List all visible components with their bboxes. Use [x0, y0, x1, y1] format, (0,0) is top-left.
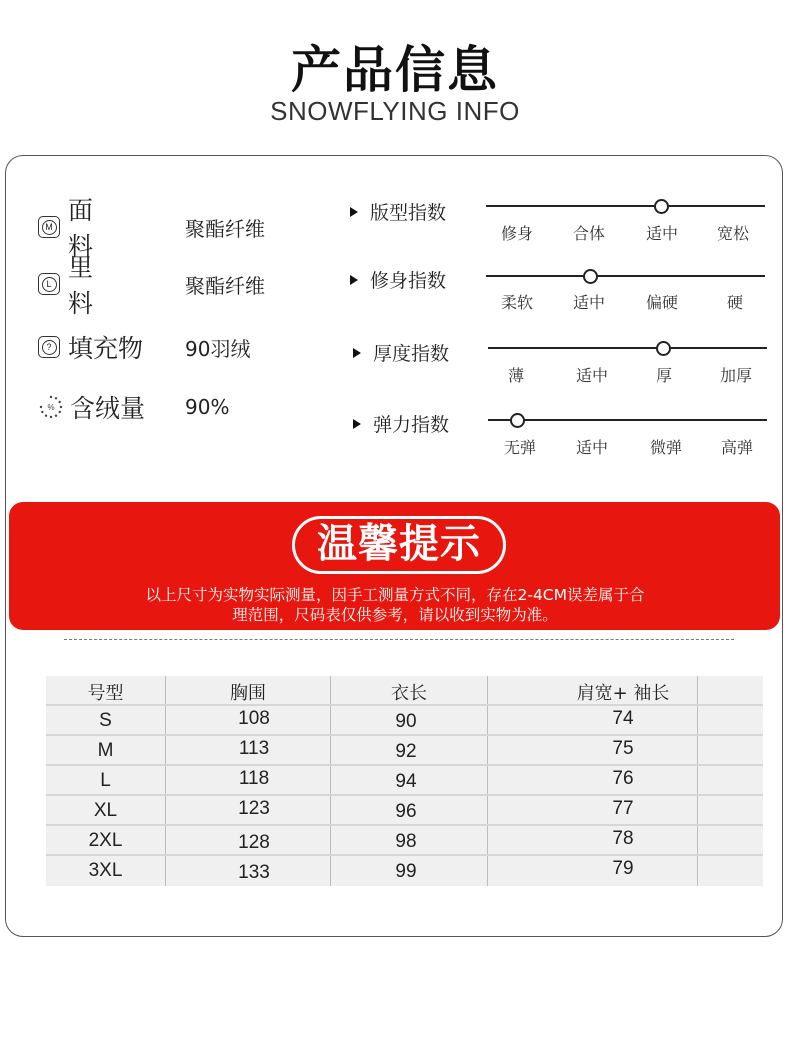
table-cell: 74: [612, 708, 634, 729]
table-header-length: 衣长: [391, 683, 427, 704]
index-option: 偏硬: [645, 293, 678, 312]
index-option: 高弹: [720, 438, 753, 457]
notice-text-line-2: 理范围，尺码表仅供参考，请以收到实物为准。: [232, 606, 558, 624]
index-option: 硬: [726, 293, 743, 312]
attribute-row-lining: [38, 253, 265, 318]
attribute-label: 填充物: [68, 334, 144, 363]
table-cell: 75: [612, 738, 634, 759]
percent-dots-icon: [38, 394, 64, 420]
m-badge-icon: M: [38, 216, 60, 238]
page-title: 产品信息: [291, 41, 499, 99]
table-cell: 79: [612, 858, 634, 879]
table-cell: 96: [395, 801, 417, 822]
table-cell: L: [100, 770, 111, 791]
question-badge-icon: ?: [38, 336, 60, 358]
index-option: 修身: [500, 224, 533, 243]
index-label-fit: 版型指数: [350, 198, 446, 225]
index-option: 宽松: [716, 224, 749, 243]
attribute-row-filling: [38, 327, 251, 367]
index-option: 适中: [572, 293, 605, 312]
table-cell: 133: [238, 862, 270, 883]
index-knob: [510, 413, 525, 428]
triangle-right-icon: [350, 207, 358, 217]
table-cell: S: [99, 710, 112, 731]
index-option: 适中: [645, 224, 678, 243]
index-scale-line: [486, 205, 765, 207]
table-cell: 108: [238, 708, 270, 729]
triangle-right-icon: [353, 419, 361, 429]
dashed-divider: [64, 639, 734, 640]
index-scale-line: [486, 275, 765, 277]
svg-text:%: %: [47, 403, 55, 412]
triangle-right-icon: [353, 348, 361, 358]
table-row-divider: [46, 854, 763, 856]
attribute-row-down-content: [38, 387, 230, 427]
attribute-label: 含绒量: [70, 394, 146, 423]
table-header-chest: 胸围: [230, 683, 266, 704]
attribute-value: 聚酯纤维: [185, 273, 265, 298]
l-badge-icon: L: [38, 273, 60, 295]
attribute-value: 90%: [185, 395, 230, 419]
table-cell: 90: [395, 711, 417, 732]
notice-text-line-1: 以上尺寸为实物实际测量，因手工测量方式不同，存在2-4CM误差属于合: [145, 586, 645, 604]
table-cell: 118: [238, 768, 270, 789]
table-cell: 2XL: [88, 830, 123, 851]
index-option: 适中: [575, 438, 608, 457]
table-cell: 99: [395, 861, 417, 882]
index-option: 薄: [507, 366, 524, 385]
table-cell: 78: [612, 828, 634, 849]
table-row-divider: [46, 734, 763, 736]
table-cell: 98: [395, 831, 417, 852]
index-knob: [654, 199, 669, 214]
table-header-size: 号型: [87, 683, 124, 704]
index-scale-line: [488, 347, 767, 349]
table-row-divider: [46, 824, 763, 826]
attribute-label: 里 料: [68, 253, 112, 318]
index-label-thickness: 厚度指数: [353, 339, 449, 366]
page-subtitle: SNOWFLYING INFO: [270, 96, 520, 126]
table-row-divider: [46, 764, 763, 766]
attribute-value: 聚酯纤维: [185, 216, 265, 241]
index-option: 适中: [575, 366, 608, 385]
table-cell: 113: [238, 738, 270, 759]
index-label-slimness: 修身指数: [350, 266, 446, 293]
index-option: 无弹: [503, 438, 536, 457]
table-cell: 3XL: [88, 860, 123, 881]
table-cell: M: [97, 740, 114, 761]
attribute-row-fabric: [38, 196, 265, 261]
table-cell: 92: [395, 741, 417, 762]
table-cell: XL: [93, 800, 118, 821]
index-option: 加厚: [719, 366, 752, 385]
index-knob: [656, 341, 671, 356]
index-option: 柔软: [500, 293, 533, 312]
index-option: 微弹: [649, 438, 682, 457]
index-knob: [583, 269, 598, 284]
index-label-elasticity: 弹力指数: [353, 410, 449, 437]
attribute-value: 90羽绒: [185, 336, 251, 361]
table-row-divider: [46, 794, 763, 796]
table-cell: 76: [612, 768, 634, 789]
table-cell: 77: [612, 798, 634, 819]
table-header-shoulder-sleeve: 肩宽+ 袖长: [576, 683, 670, 704]
index-scale-line: [488, 419, 767, 421]
notice-title: 温馨提示: [317, 521, 481, 567]
table-cell: 128: [238, 832, 270, 853]
index-option: 合体: [572, 224, 605, 243]
attribute-label: 面 料: [68, 196, 112, 261]
table-cell: 123: [238, 798, 270, 819]
table-cell: 94: [395, 771, 417, 792]
triangle-right-icon: [350, 275, 358, 285]
index-option: 厚: [655, 366, 672, 385]
